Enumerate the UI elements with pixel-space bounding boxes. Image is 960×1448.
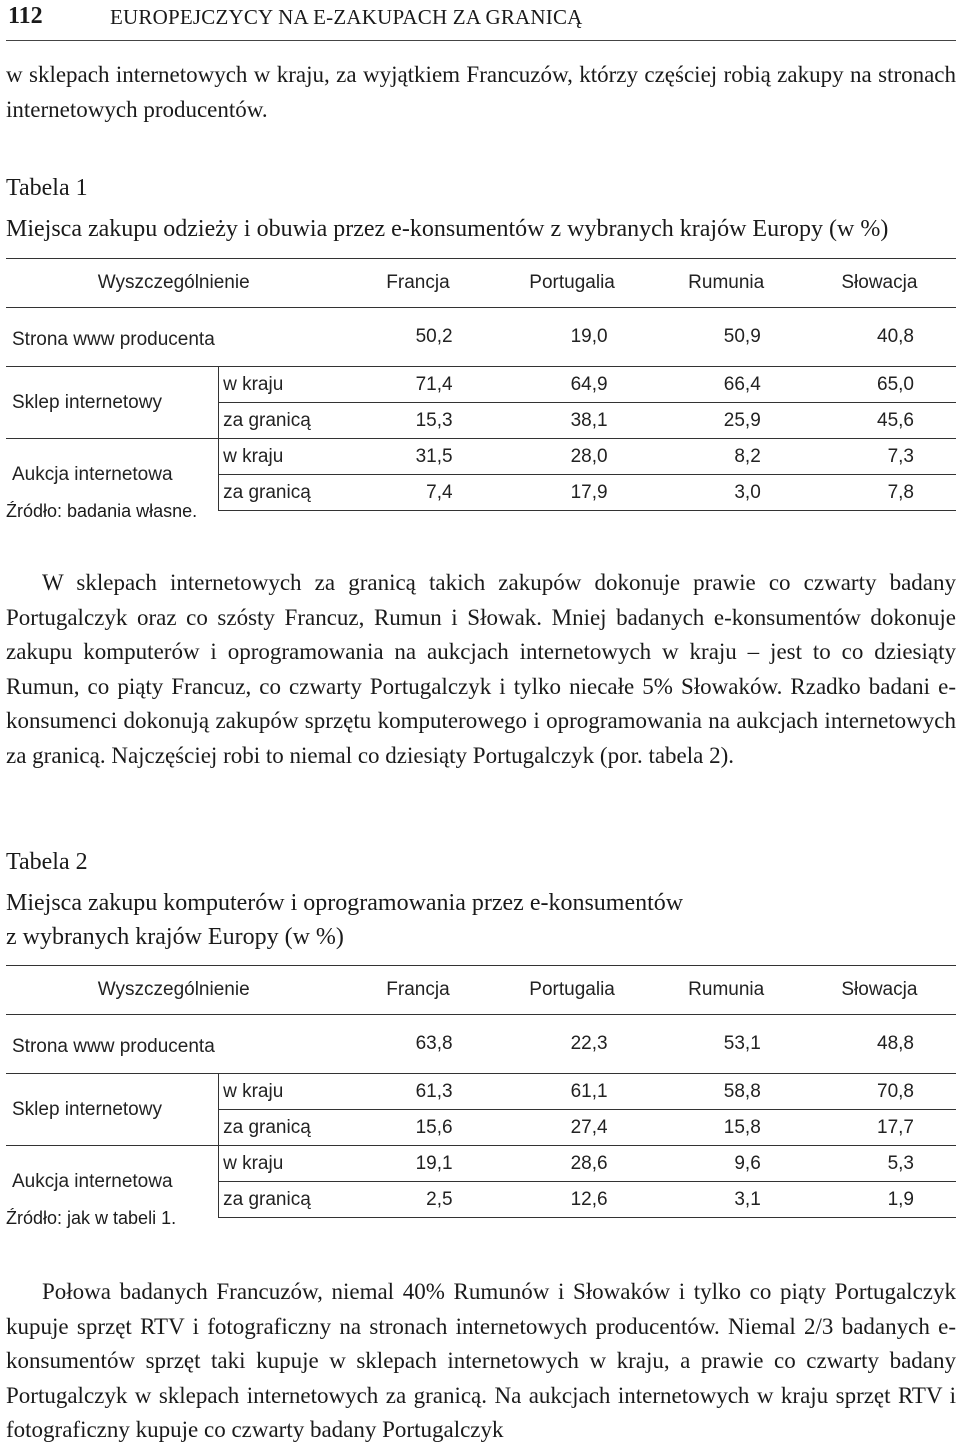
intro-text: w sklepach internetowych w kraju, za wyjątkiem Francuzów, którzy częściej robią zakupy na stronach internetowych producentów.: [6, 62, 956, 122]
table-cell: 48,8: [877, 1033, 914, 1054]
row-label-shop: Sklep internetowy: [6, 1074, 219, 1146]
table-cell: 64,9: [495, 367, 650, 403]
row-sublabel-domestic: w kraju: [219, 1146, 342, 1182]
table-row: [6, 308, 956, 367]
table-cell: 2,5: [341, 1182, 494, 1218]
table2-col-romania: Rumunia: [650, 966, 803, 1015]
final-text: Połowa badanych Francuzów, niemal 40% Rumunów i Słowaków i tylko co piąty Portugalczyk kupuje sprzęt RTV i fotograficzny na stronach internetowych producentów. Niemal 2/3 badanych e-konsumentów sprzęt taki kupuje w sklepach internetowych w kraju, a prawie co czwarty badany Portugalczyk w sklepach internetowych za granicą. Na aukcjach internetowych w kraju sprzęt RTV i fotograficzny kupuje co czwarty badany Portugalczyk: [6, 1279, 956, 1442]
table-cell: 9,6: [650, 1146, 803, 1182]
table-cell: 5,3: [803, 1146, 956, 1182]
table1-title: Miejsca zakupu odzieży i obuwia przez e-konsumentów z wybranych krajów Europy (w %): [6, 216, 889, 242]
row-sublabel-abroad: za granicą: [219, 403, 342, 439]
table-row: [6, 1074, 956, 1110]
table-cell: 61,1: [495, 1074, 650, 1110]
table2-title-line1: Miejsca zakupu komputerów i oprogramowania przez e-konsumentów: [6, 890, 684, 916]
row-sublabel-domestic: w kraju: [219, 367, 342, 403]
table-cell: 7,4: [341, 475, 494, 511]
table2-col-slovakia: Słowacja: [803, 966, 956, 1015]
table2-label: Tabela 2: [6, 849, 88, 875]
table-row: [6, 1146, 956, 1182]
table-cell: 19,1: [341, 1146, 494, 1182]
table2-title-line2: z wybranych krajów Europy (w %): [6, 924, 344, 950]
table-cell: 58,8: [650, 1074, 803, 1110]
table1-col-spec: Wyszczególnienie: [6, 259, 341, 308]
row-label-auction: Aukcja internetowa: [6, 1146, 219, 1218]
table-cell: 40,8: [877, 326, 914, 347]
table-cell: 63,8: [415, 1033, 453, 1054]
table2-source: Źródło: jak w tabeli 1.: [6, 1208, 177, 1228]
table-cell: 7,8: [803, 475, 956, 511]
table-cell: 17,9: [495, 475, 650, 511]
table-row: [6, 1015, 956, 1074]
table1-label: Tabela 1: [6, 175, 88, 201]
table-cell: 45,6: [803, 403, 956, 439]
row-label-producer: Strona www producenta: [12, 329, 215, 350]
table-cell: 71,4: [341, 367, 494, 403]
row-label-shop: Sklep internetowy: [6, 367, 219, 439]
table-cell: 61,3: [341, 1074, 494, 1110]
table-cell: 70,8: [803, 1074, 956, 1110]
row-label-producer: Strona www producenta: [12, 1036, 215, 1057]
table-cell: 22,3: [570, 1033, 608, 1054]
table-cell: 17,7: [803, 1110, 956, 1146]
table2-header-row: [6, 966, 956, 1015]
table-cell: 8,2: [650, 439, 803, 475]
row-sublabel-domestic: w kraju: [219, 439, 342, 475]
table-row: [6, 367, 956, 403]
table2-title: [6, 886, 956, 954]
table-row: [6, 439, 956, 475]
intro-paragraph: [6, 58, 956, 127]
table2: [6, 965, 956, 1218]
table2-col-spec: Wyszczególnienie: [6, 966, 341, 1015]
table-cell: 3,0: [650, 475, 803, 511]
table2-col-portugal: Portugalia: [495, 966, 650, 1015]
table-cell: 25,9: [650, 403, 803, 439]
row-sublabel-abroad: za granicą: [219, 1110, 342, 1146]
table-cell: 19,0: [570, 326, 608, 347]
table-cell: 53,1: [723, 1033, 761, 1054]
page-number: 112: [8, 3, 43, 29]
row-sublabel-domestic: w kraju: [219, 1074, 342, 1110]
table-cell: 50,9: [723, 326, 761, 347]
table1-col-romania: Rumunia: [650, 259, 803, 308]
table-cell: 28,6: [495, 1146, 650, 1182]
table-cell: 1,9: [803, 1182, 956, 1218]
table1-col-portugal: Portugalia: [495, 259, 650, 308]
middle-text: W sklepach internetowych za granicą takich zakupów dokonuje prawie co czwarty badany Portugalczyk oraz co szósty Francuz, Rumun i Słowak. Mniej badanych e-konsumentów dokonuje zakupu komputerów i oprogramowania na aukcjach internetowych w kraju – jest to co dziesiąty Rumun, co piąty Francuz, co czwarty Portugalczyk i tylko niecałe 5% Słowaków. Rzadko badani e-konsumenci dokonują zakupów sprzętu komputerowego i oprogramowania na aukcjach internetowych za granicą. Najczęściej robi to niemal co dziesiąty Portugalczyk (por. tabela 2).: [6, 570, 956, 768]
table-cell: 12,6: [495, 1182, 650, 1218]
final-paragraph: [6, 1275, 956, 1448]
table-cell: 15,8: [650, 1110, 803, 1146]
table1-col-france: Francja: [341, 259, 494, 308]
table-cell: 50,2: [415, 326, 453, 347]
table1: [6, 258, 956, 511]
middle-paragraph: [6, 566, 956, 773]
table-cell: 3,1: [650, 1182, 803, 1218]
row-sublabel-abroad: za granicą: [219, 1182, 342, 1218]
running-title: EUROPEJCZYCY NA E-ZAKUPACH ZA GRANICĄ: [110, 5, 583, 29]
table-cell: 7,3: [803, 439, 956, 475]
table-cell: 15,6: [341, 1110, 494, 1146]
table1-header-row: [6, 259, 956, 308]
page-header: [6, 0, 956, 41]
table2-col-france: Francja: [341, 966, 494, 1015]
table-cell: 31,5: [341, 439, 494, 475]
table1-source: Źródło: badania własne.: [6, 501, 198, 521]
table-cell: 38,1: [495, 403, 650, 439]
table-cell: 65,0: [803, 367, 956, 403]
table-cell: 27,4: [495, 1110, 650, 1146]
table-cell: 15,3: [341, 403, 494, 439]
table-cell: 66,4: [650, 367, 803, 403]
row-label-auction: Aukcja internetowa: [6, 439, 219, 511]
row-sublabel-abroad: za granicą: [219, 475, 342, 511]
table1-col-slovakia: Słowacja: [803, 259, 956, 308]
table-cell: 28,0: [495, 439, 650, 475]
